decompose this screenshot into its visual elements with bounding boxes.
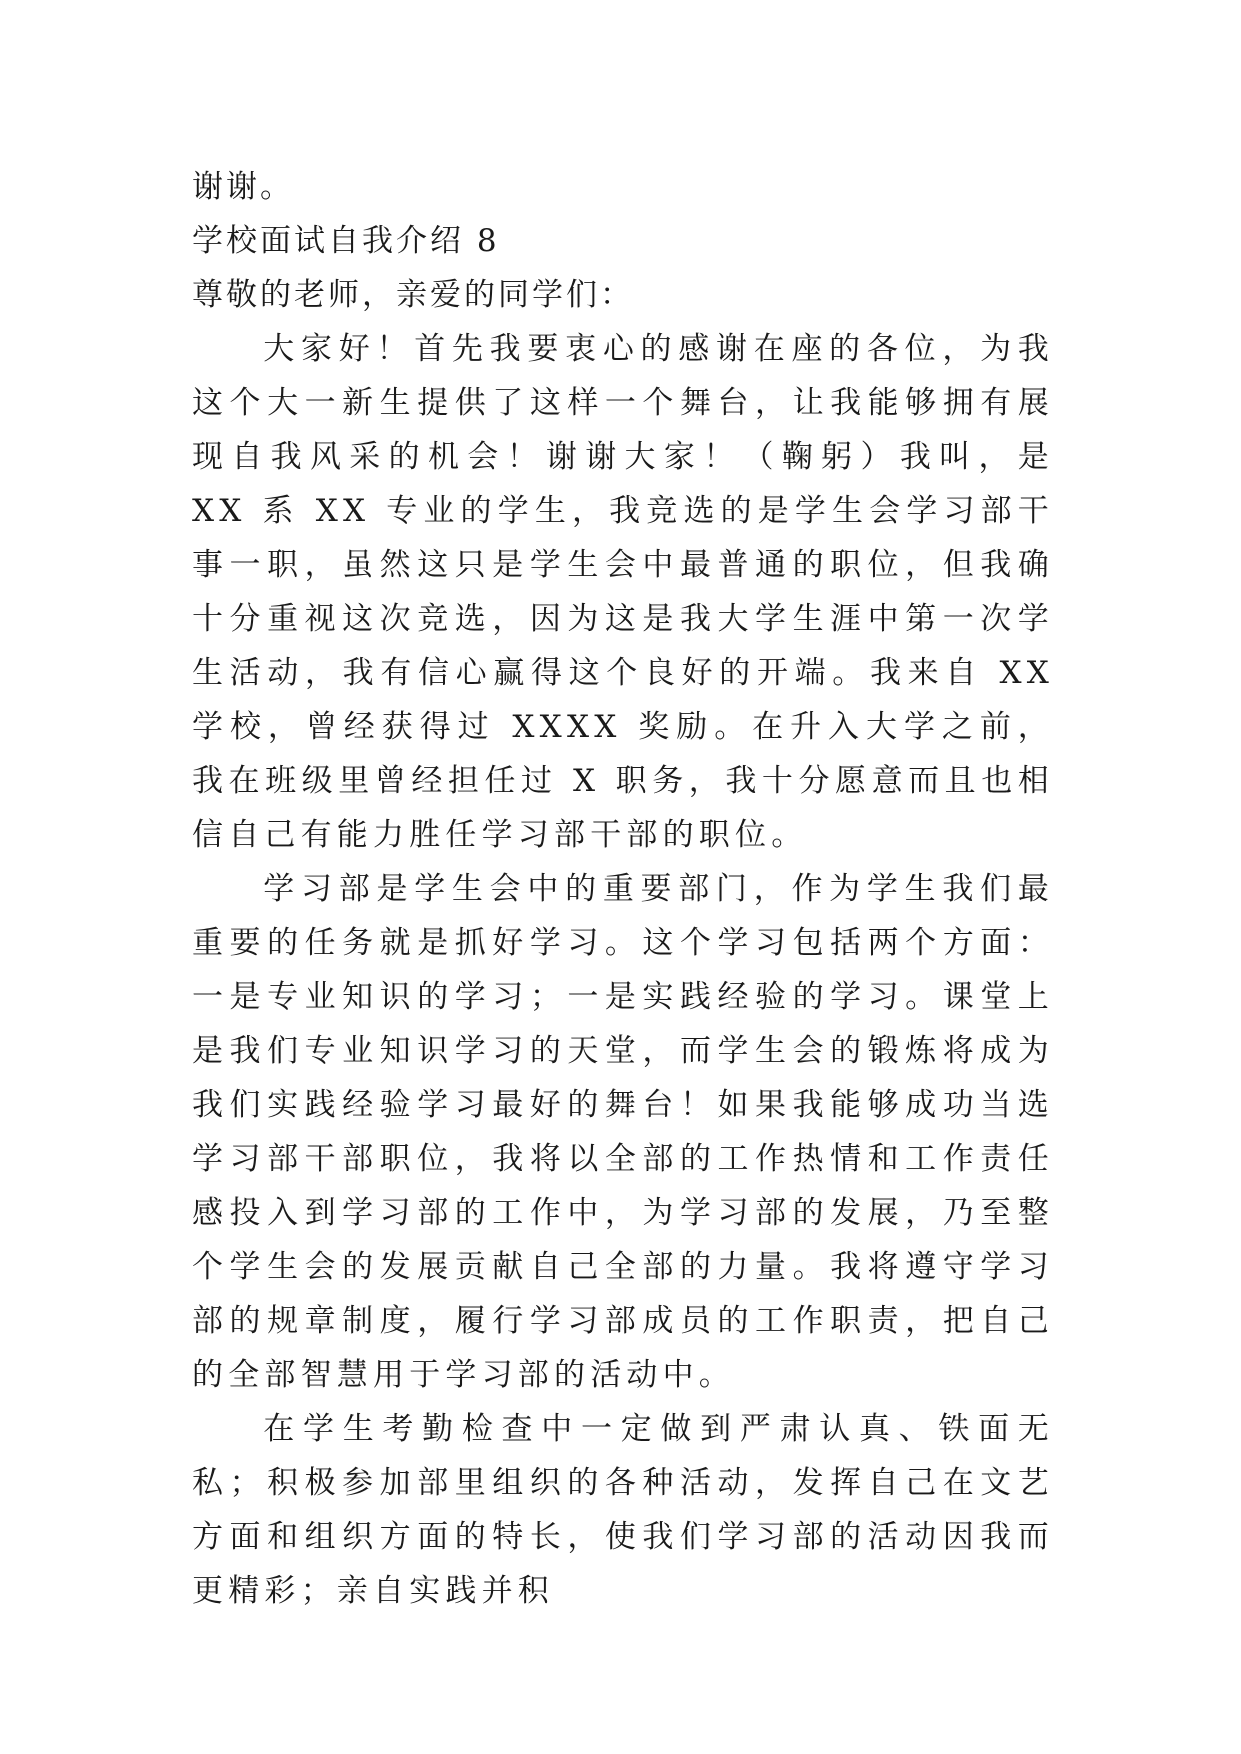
paragraph-study-department: 学习部是学生会中的重要部门，作为学生我们最重要的任务就是抓好学习。这个学习包括两个方面：一是专业知识的学习；一是实践经验的学习。课堂上是我们专业知识学习的天堂，而学生会的锻炼将成为我们实践经验学习最好的舞台！如果我能够成功当选学习部干部职位，我将以全部的工作热情和工作责任感投入到学习部的工作中，为学习部的发展，乃至整个学生会的发展贡献自己全部的力量。我将遵守学习部的规章制度，履行学习部成员的工作职责，把自己的全部智慧用于学习部的活动中。 <box>192 871 1054 1393</box>
closing-line: 谢谢。 <box>192 169 294 205</box>
document-body <box>192 160 1054 1618</box>
paragraph-attendance-check: 在学生考勤检查中一定做到严肃认真、铁面无私；积极参加部里组织的各种活动，发挥自己在文艺方面和组织方面的特长，使我们学习部的活动因我而更精彩；亲自实践并积 <box>192 1411 1054 1609</box>
section-heading: 学校面试自我介绍 8 <box>192 223 500 259</box>
paragraph-introduction: 大家好！首先我要衷心的感谢在座的各位，为我这个大一新生提供了这样一个舞台，让我能够拥有展现自我风采的机会！谢谢大家！（鞠躬）我叫，是 XX 系 XX 专业的学生，我竞选的是学生会学习部干事一职，虽然这只是学生会中最普通的职位，但我确十分重视这次竞选，因为这是我大学生涯中第一次学生活动，我有信心赢得这个良好的开端。我来自 XX 学校，曾经获得过 XXXX 奖励。在升入大学之前，我在班级里曾经担任过 X 职务，我十分愿意而且也相信自己有能力胜任学习部干部的职位。 <box>192 331 1054 853</box>
salutation: 尊敬的老师，亲爱的同学们： <box>192 277 634 313</box>
